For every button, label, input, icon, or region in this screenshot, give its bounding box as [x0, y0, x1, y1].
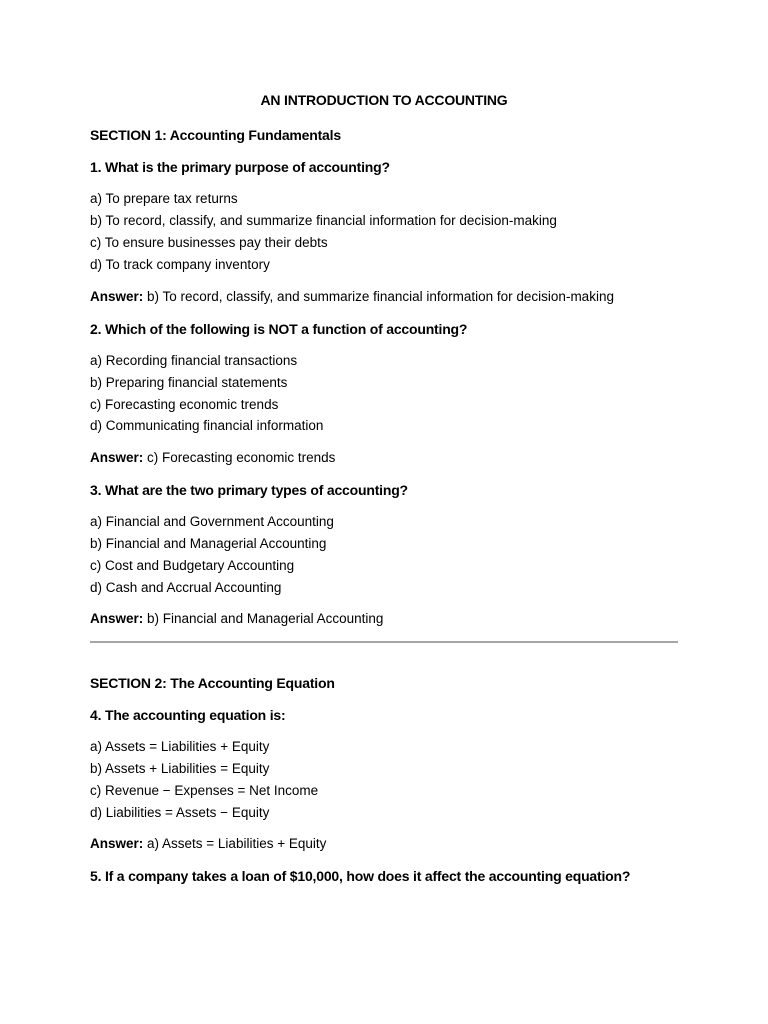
q4-option-c: c) Revenue − Expenses = Net Income — [90, 783, 319, 798]
section-divider — [90, 641, 678, 643]
section-1-heading: SECTION 1: Accounting Fundamentals — [90, 127, 341, 143]
q2-answer-text: c) Forecasting economic trends — [143, 450, 336, 465]
q3-option-b: b) Financial and Managerial Accounting — [90, 536, 327, 551]
q1-option-c: c) To ensure businesses pay their debts — [90, 235, 328, 250]
q2-option-c: c) Forecasting economic trends — [90, 397, 279, 412]
q3-option-c: c) Cost and Budgetary Accounting — [90, 558, 295, 573]
q2-answer — [90, 449, 335, 467]
q4-answer-text: a) Assets = Liabilities + Equity — [143, 836, 327, 851]
q4-answer-label: Answer: — [90, 836, 144, 851]
q2-answer-label: Answer: — [90, 450, 144, 465]
section-2-heading: SECTION 2: The Accounting Equation — [90, 675, 335, 691]
q3-answer-text: b) Financial and Managerial Accounting — [143, 611, 384, 626]
q4-option-a: a) Assets = Liabilities + Equity — [90, 739, 270, 754]
q1-option-b: b) To record, classify, and summarize financial information for decision-making — [90, 213, 557, 228]
q4-answer — [90, 835, 326, 853]
question-5: 5. If a company takes a loan of $10,000, how does it affect the accounting equation? — [90, 868, 631, 884]
q4-option-b: b) Assets + Liabilities = Equity — [90, 761, 270, 776]
q3-answer-label: Answer: — [90, 611, 144, 626]
q1-answer — [90, 288, 614, 306]
question-1: 1. What is the primary purpose of accounting? — [90, 159, 390, 175]
q1-option-d: d) To track company inventory — [90, 257, 270, 272]
q4-option-d: d) Liabilities = Assets − Equity — [90, 805, 270, 820]
q2-option-d: d) Communicating financial information — [90, 418, 324, 433]
question-2: 2. Which of the following is NOT a function of accounting? — [90, 321, 468, 337]
question-3: 3. What are the two primary types of accounting? — [90, 482, 408, 498]
q1-answer-text: b) To record, classify, and summarize financial information for decision-making — [143, 289, 614, 304]
q3-option-a: a) Financial and Government Accounting — [90, 514, 334, 529]
document-title: AN INTRODUCTION TO ACCOUNTING — [260, 92, 508, 108]
q2-option-a: a) Recording financial transactions — [90, 353, 298, 368]
q1-answer-label: Answer: — [90, 289, 144, 304]
question-4: 4. The accounting equation is: — [90, 707, 286, 723]
q3-answer — [90, 610, 383, 628]
q2-option-b: b) Preparing financial statements — [90, 375, 288, 390]
q3-option-d: d) Cash and Accrual Accounting — [90, 580, 282, 595]
q1-option-a: a) To prepare tax returns — [90, 191, 238, 206]
